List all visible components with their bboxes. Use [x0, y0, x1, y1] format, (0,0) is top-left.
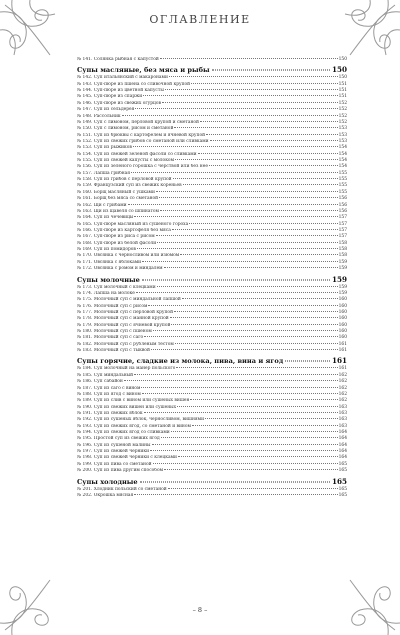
- entry-title: № 148. Рассольник: [77, 113, 121, 119]
- dot-leader: [176, 367, 337, 368]
- page-ref: 155: [338, 177, 347, 183]
- entry-title: № 182. Молочный суп с рубленым тестом: [77, 341, 174, 347]
- dot-leader: [285, 361, 330, 362]
- page-ref: 164: [338, 430, 347, 436]
- page-ref: 162: [338, 385, 347, 391]
- page-ref: 153: [338, 126, 347, 132]
- entry-title: № 147. Суп из сельдерея: [77, 107, 135, 113]
- page-ref: 153: [338, 132, 347, 138]
- dot-leader: [178, 456, 338, 457]
- entry-title: № 155. Суп из свежей капусты с молоком: [77, 158, 174, 164]
- entry-title: № 200. Суп из пива другим способом: [77, 468, 164, 474]
- page-ref: 152: [338, 119, 347, 125]
- dot-leader: [161, 437, 338, 438]
- entry-title: № 141. Солянка рыбная с капустой: [77, 57, 159, 62]
- dot-leader: [171, 431, 338, 432]
- page-ref: 159: [338, 290, 347, 296]
- dot-leader: [175, 159, 338, 160]
- dot-leader: [198, 153, 338, 154]
- page-ref: 162: [338, 398, 347, 404]
- section-title: Супы молочные: [77, 275, 140, 284]
- entry-title: № 173. Суп молочный с клецками: [77, 284, 156, 290]
- entry-title: № 186. Суп сабайон: [77, 379, 123, 385]
- page-ref: 163: [338, 423, 347, 429]
- page-ref: 157: [338, 234, 347, 240]
- page-ref: 164: [338, 442, 347, 448]
- dot-leader: [151, 349, 338, 350]
- entry-title: № 188. Суп из ягод с вином: [77, 391, 141, 397]
- page-ref: 165: [331, 476, 347, 486]
- entry-title: № 151. Суп из брюквы с картофелем и ячневой крупой: [77, 132, 206, 138]
- dot-leader: [148, 305, 337, 306]
- dot-leader: [182, 298, 338, 299]
- entry-title: № 166. Суп-пюре из картофеля без мяса: [77, 227, 171, 233]
- dot-leader: [136, 292, 338, 293]
- entry-title: № 179. Молочный суп с ячневой крупой: [77, 322, 171, 328]
- entry-title: № 146. Суп-пюре из свежих огурцов: [77, 100, 161, 106]
- dot-leader: [150, 450, 338, 451]
- entry-title: № 189. Суп из слив с вином или сушеных вишен: [77, 398, 190, 404]
- dot-leader: [160, 210, 338, 211]
- page-ref: 160: [338, 329, 347, 335]
- page-ref: 161: [338, 341, 347, 347]
- page-ref: 161: [331, 356, 347, 366]
- toc-entry[interactable]: [77, 493, 347, 499]
- corner-ornament-bottom-right: [330, 565, 400, 635]
- page-ref: 154: [338, 164, 347, 170]
- entry-title: № 174. Лапша на молоке: [77, 290, 135, 296]
- dot-leader: [165, 89, 338, 90]
- page-ref: 159: [331, 274, 347, 284]
- dot-leader: [210, 140, 338, 141]
- entry-title: № 199. Суп из пива со сметаной: [77, 461, 152, 467]
- dot-leader: [200, 121, 338, 122]
- entry-title: № 145. Суп-пюре из спаржи: [77, 94, 143, 100]
- dot-leader: [206, 134, 338, 135]
- dot-leader: [141, 387, 337, 388]
- entry-title: № 171. Овсянка с яблоками: [77, 259, 142, 265]
- page-ref: 160: [338, 322, 347, 328]
- page-ref: 165: [338, 492, 347, 498]
- entry-title: № 150. Суп с лимоном, рисом и сметаной: [77, 126, 174, 132]
- corner-ornament-bottom-left: [0, 565, 70, 635]
- entry-title: № 181. Молочный суп с саго: [77, 335, 144, 341]
- page-ref: 160: [338, 303, 347, 309]
- dot-leader: [134, 374, 338, 375]
- entry-title: № 172. Овсянка с ромом и миндалем: [77, 266, 163, 272]
- page-ref: 152: [338, 107, 347, 113]
- page-ref: 161: [338, 366, 347, 372]
- page-ref: 152: [338, 113, 347, 119]
- page-ref: 160: [338, 335, 347, 341]
- page-ref: 156: [338, 202, 347, 208]
- page-ref: 150: [338, 75, 347, 81]
- dot-leader: [143, 95, 337, 96]
- entry-title: № 157. Лапша грибная: [77, 170, 131, 176]
- page-ref: 150: [331, 65, 347, 75]
- dot-leader: [174, 311, 338, 312]
- page-ref: 154: [338, 151, 347, 157]
- page-ref: 157: [338, 227, 347, 233]
- dot-leader: [164, 469, 338, 470]
- dot-leader: [128, 204, 338, 205]
- page-ref: 155: [338, 189, 347, 195]
- dot-leader: [212, 70, 330, 71]
- entry-title: № 196. Суп из сушеной малины: [77, 442, 151, 448]
- dot-leader: [205, 418, 338, 419]
- dot-leader: [174, 127, 337, 128]
- entry-title: № 168. Суп-пюре из белой фасоли: [77, 240, 157, 246]
- entry-title: № 198. Суп из свежей черники с клецками: [77, 455, 177, 461]
- page-ref: 163: [338, 404, 347, 410]
- entry-title: № 152. Суп из свежих грибов со сметаной или сливками: [77, 138, 209, 144]
- table-of-contents: [77, 57, 347, 499]
- entry-title: № 170. Овсянка с черносливом или изюмом: [77, 253, 180, 259]
- page-ref: 154: [338, 158, 347, 164]
- page-ref: 158: [338, 247, 347, 253]
- page-ref: 165: [338, 486, 347, 492]
- dot-leader: [142, 261, 337, 262]
- page-ref: 159: [338, 259, 347, 265]
- entry-title: № 165. Суп-пюре масляный из сушеного гороха: [77, 221, 189, 227]
- page-ref: 157: [338, 215, 347, 221]
- dot-leader: [144, 336, 337, 337]
- dot-leader: [170, 317, 338, 318]
- toc-entry[interactable]: [77, 468, 347, 474]
- page-ref: 160: [338, 316, 347, 322]
- page-ref: 154: [338, 145, 347, 151]
- toc-section-heading[interactable]: [77, 275, 347, 285]
- dot-leader: [122, 115, 338, 116]
- dot-leader: [140, 481, 330, 482]
- dot-leader: [171, 324, 337, 325]
- entry-title: № 154. Суп из свежей зеленой фасоли со сливками: [77, 151, 197, 157]
- dot-leader: [131, 172, 338, 173]
- entry-title: № 180. Молочный суп с пшеном: [77, 329, 152, 335]
- entry-title: № 176. Молочный суп с рисом: [77, 303, 148, 309]
- dot-leader: [173, 178, 338, 179]
- dot-leader: [153, 463, 338, 464]
- dot-leader: [142, 393, 338, 394]
- dot-leader: [168, 488, 338, 489]
- entry-title: № 175. Молочный суп с миндальной лапшой: [77, 297, 181, 303]
- dot-leader: [172, 229, 338, 230]
- section-title: Супы масляные, без мяса и рыбы: [77, 66, 210, 75]
- dot-leader: [189, 223, 337, 224]
- toc-entry[interactable]: [77, 57, 347, 63]
- page-ref: 153: [338, 138, 347, 144]
- entry-title: № 187. Суп из саго с вином: [77, 385, 141, 391]
- page-ref: 158: [338, 240, 347, 246]
- page-ref: 155: [338, 170, 347, 176]
- entry-title: № 185. Суп миндальный: [77, 372, 134, 378]
- page-ref: 151: [338, 88, 347, 94]
- dot-leader: [142, 279, 330, 280]
- entry-title: № 143. Суп-пюре из пшена со сливочной крупой: [77, 81, 191, 87]
- page-ref: 150: [338, 57, 347, 62]
- dot-leader: [183, 184, 338, 185]
- dot-leader: [169, 76, 338, 77]
- entry-title: № 193. Суп из свежих ягод, со сметаной и вином: [77, 423, 191, 429]
- entry-title: № 162. Щи с грибами: [77, 202, 127, 208]
- page-ref: 151: [338, 94, 347, 100]
- dot-leader: [137, 248, 338, 249]
- page-ref: 162: [338, 372, 347, 378]
- entry-title: № 163. Щи из щавеля со шпинатом: [77, 208, 159, 214]
- page-ref: 157: [338, 221, 347, 227]
- entry-title: № 156. Суп из зеленого горошка с черствой или без нее: [77, 164, 208, 170]
- entry-title: № 184. Суп молочный на манер польского: [77, 366, 176, 372]
- dot-leader: [175, 343, 338, 344]
- page-number: – 8 –: [192, 606, 208, 614]
- entry-title: № 194. Суп из свежих ягод со сливками: [77, 430, 170, 436]
- dot-leader: [134, 216, 337, 217]
- page-ref: 155: [338, 183, 347, 189]
- entry-title: № 161. Борщ без мяса со сметаной: [77, 196, 159, 202]
- entry-title: № 197. Суп из свежей черники: [77, 449, 150, 455]
- dot-leader: [134, 494, 337, 495]
- entry-title: № 164. Суп из чечевицы: [77, 215, 134, 221]
- page-ref: 161: [338, 348, 347, 354]
- dot-leader: [156, 191, 338, 192]
- dot-leader: [133, 146, 338, 147]
- page-ref: 160: [338, 309, 347, 315]
- dot-leader: [156, 235, 338, 236]
- entry-title: № 167. Суп-пюре из риса с рисом: [77, 234, 155, 240]
- entry-title: № 191. Суп из свежих яблок: [77, 410, 143, 416]
- entry-title: № 142. Суп итальянский с макаронами: [77, 75, 168, 81]
- page-ref: 158: [338, 253, 347, 259]
- page-ref: 151: [338, 81, 347, 87]
- page-ref: 163: [338, 410, 347, 416]
- corner-ornament-top-left: [0, 0, 70, 70]
- page-ref: 162: [338, 391, 347, 397]
- entry-title: № 159. Французский суп из свежих кореньев: [77, 183, 182, 189]
- dot-leader: [157, 286, 338, 287]
- entry-title: № 158. Суп из грибов с перловой крупой: [77, 177, 172, 183]
- toc-entry[interactable]: [77, 348, 347, 354]
- section-title: Супы горячие, сладкие из молока, пива, вина и ягод: [77, 357, 284, 366]
- entry-title: № 153. Суп из рыжиков: [77, 145, 132, 151]
- entry-title: № 177. Молочный суп с перловой крупой: [77, 309, 173, 315]
- page-ref: 159: [338, 284, 347, 290]
- page-ref: 165: [338, 461, 347, 467]
- dot-leader: [192, 425, 338, 426]
- entry-title: № 195. Простой суп из свежих ягод: [77, 436, 160, 442]
- toc-section-heading[interactable]: [77, 65, 347, 75]
- page-ref: 159: [338, 266, 347, 272]
- dot-leader: [144, 412, 338, 413]
- entry-title: № 178. Молочный суп с манной крупой: [77, 316, 169, 322]
- page-ref: 165: [338, 468, 347, 474]
- entry-title: № 183. Молочный суп с тыквой: [77, 348, 150, 354]
- page-ref: 156: [338, 208, 347, 214]
- dot-leader: [157, 242, 337, 243]
- page-ref: 164: [338, 436, 347, 442]
- entry-title: № 169. Суп из помидоров: [77, 247, 136, 253]
- dot-leader: [153, 330, 338, 331]
- entry-title: № 201. Хлодник польский со сметаной: [77, 486, 167, 492]
- dot-leader: [209, 165, 338, 166]
- dot-leader: [152, 444, 338, 445]
- dot-leader: [191, 83, 338, 84]
- dot-leader: [162, 102, 338, 103]
- page-ref: 160: [338, 297, 347, 303]
- page-title: ОГЛАВЛЕНИЕ: [149, 13, 251, 26]
- page-ref: 152: [338, 100, 347, 106]
- entry-title: № 160. Борщ масляный с ушками: [77, 189, 155, 195]
- entry-title: № 192. Суп из сушеных яблок, черносливом, вишнями: [77, 417, 204, 423]
- entry-title: № 144. Суп-пюре из цветной капусты: [77, 88, 164, 94]
- dot-leader: [164, 267, 338, 268]
- page-ref: 162: [338, 379, 347, 385]
- dot-leader: [180, 254, 337, 255]
- toc-section-heading[interactable]: [77, 356, 347, 366]
- page-ref: 163: [338, 417, 347, 423]
- entry-title: № 149. Суп с лимоном, перловой крупой и сметаной: [77, 119, 199, 125]
- toc-entry[interactable]: [77, 266, 347, 272]
- dot-leader: [159, 197, 338, 198]
- dot-leader: [160, 58, 338, 59]
- section-title: Супы холодные: [77, 477, 138, 486]
- toc-section-heading[interactable]: [77, 477, 347, 487]
- page-ref: 164: [338, 449, 347, 455]
- dot-leader: [124, 380, 338, 381]
- dot-leader: [190, 399, 337, 400]
- entry-title: № 190. Суп из свежих вишен или сушеных: [77, 404, 177, 410]
- dot-leader: [135, 108, 337, 109]
- dot-leader: [177, 406, 337, 407]
- entry-title: № 202. Окрошка мясная: [77, 492, 134, 498]
- page-ref: 164: [338, 455, 347, 461]
- page-ref: 156: [338, 196, 347, 202]
